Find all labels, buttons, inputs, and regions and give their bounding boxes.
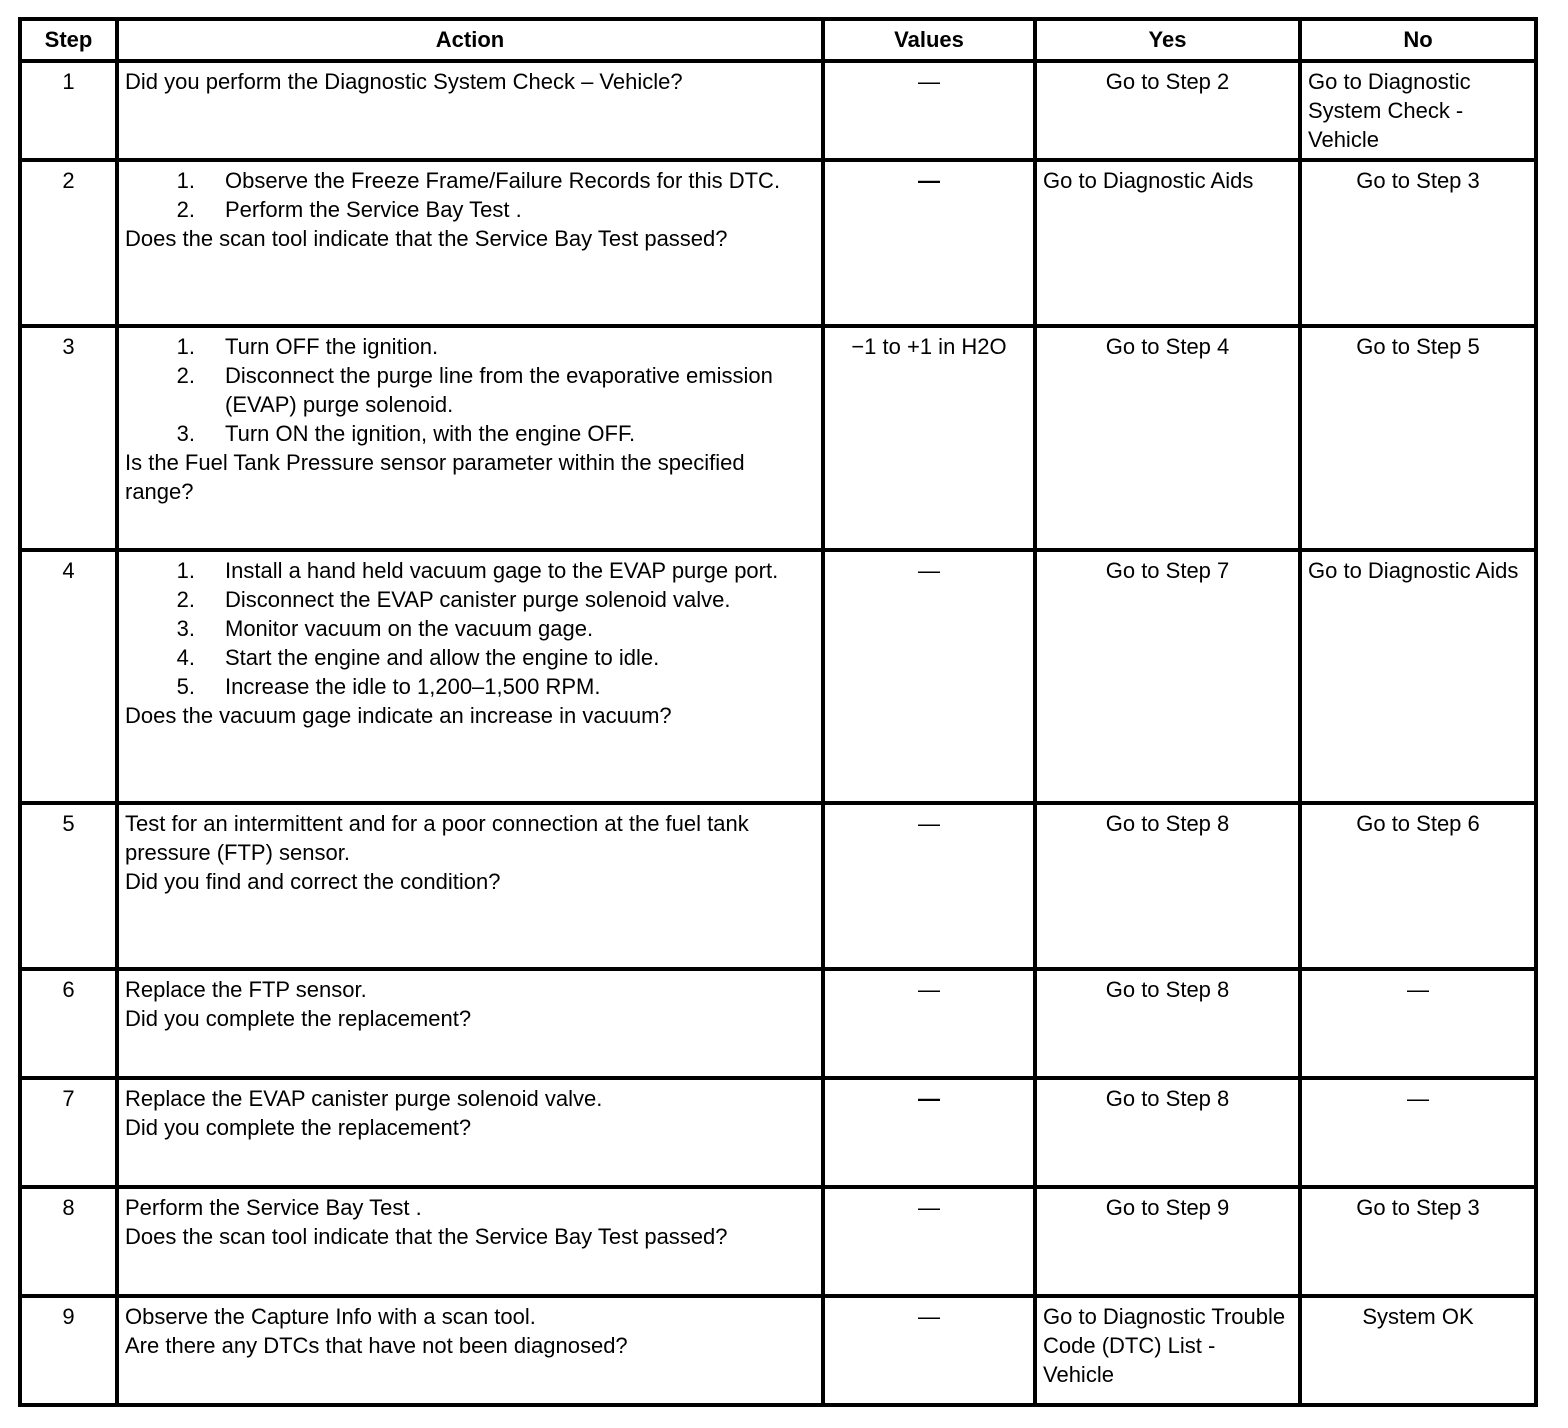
question-text: Did you perform the Diagnostic System Check – Vehicle? bbox=[125, 69, 683, 94]
step-number: 6 bbox=[62, 977, 75, 1002]
header-values: Values bbox=[823, 19, 1035, 61]
substep: 2. Disconnect the purge line from the evaporative emission (EVAP) purge solenoid. bbox=[176, 363, 773, 417]
yes-text: Go to Diagnostic Trouble Code (DTC) List - Vehicle bbox=[1043, 1304, 1286, 1387]
step-number: 4 bbox=[62, 558, 75, 583]
no-text: Go to Diagnostic Aids bbox=[1308, 558, 1519, 583]
yes-text: Go to Step 8 bbox=[1105, 1086, 1230, 1111]
substep: 5. Increase the idle to 1,200–1,500 RPM. bbox=[176, 674, 601, 699]
substep-list bbox=[125, 556, 815, 701]
substep: 1. Install a hand held vacuum gage to the EVAP purge port. bbox=[176, 558, 779, 583]
no-text: System OK bbox=[1362, 1304, 1474, 1329]
diagnostic-table bbox=[18, 17, 1538, 1407]
header-step: Step bbox=[20, 19, 117, 61]
value-text: — bbox=[918, 69, 940, 94]
substep: 1. Observe the Freeze Frame/Failure Records for this DTC. bbox=[176, 168, 781, 193]
no-text: Go to Step 3 bbox=[1356, 168, 1480, 193]
action-text: Replace the EVAP canister purge solenoid valve. bbox=[125, 1086, 603, 1111]
header-action: Action bbox=[117, 19, 823, 61]
value-text: — bbox=[918, 977, 940, 1002]
table-row bbox=[20, 1187, 1536, 1296]
table-row bbox=[20, 803, 1536, 969]
value-text: −1 to +1 in H2O bbox=[851, 334, 1007, 359]
table-row bbox=[20, 969, 1536, 1078]
question-text: Does the scan tool indicate that the Service Bay Test passed? bbox=[125, 1224, 728, 1249]
step-number: 3 bbox=[62, 334, 75, 359]
action-text: Replace the FTP sensor. bbox=[125, 977, 367, 1002]
question-text: Did you find and correct the condition? bbox=[125, 869, 501, 894]
table-row bbox=[20, 1078, 1536, 1187]
yes-text: Go to Diagnostic Aids bbox=[1043, 168, 1254, 193]
yes-text: Go to Step 8 bbox=[1105, 811, 1230, 836]
value-text: — bbox=[918, 1304, 940, 1329]
header-yes: Yes bbox=[1035, 19, 1300, 61]
action-text: Perform the Service Bay Test . bbox=[125, 1195, 422, 1220]
yes-text: Go to Step 4 bbox=[1105, 334, 1230, 359]
question-text: Is the Fuel Tank Pressure sensor parameter within the specified range? bbox=[125, 450, 745, 504]
substep: 4. Start the engine and allow the engine to idle. bbox=[176, 645, 660, 670]
substep-list bbox=[125, 332, 815, 448]
table-row bbox=[20, 160, 1536, 326]
no-text: Go to Diagnostic System Check - Vehicle bbox=[1308, 69, 1471, 152]
table-row bbox=[20, 1296, 1536, 1405]
question-text: Are there any DTCs that have not been diagnosed? bbox=[125, 1333, 628, 1358]
step-number: 1 bbox=[62, 69, 75, 94]
question-text: Does the scan tool indicate that the Service Bay Test passed? bbox=[125, 226, 728, 251]
action-text: Observe the Capture Info with a scan tool. bbox=[125, 1304, 536, 1329]
step-number: 5 bbox=[62, 811, 75, 836]
substep: 2. Perform the Service Bay Test . bbox=[176, 197, 522, 222]
step-number: 8 bbox=[62, 1195, 75, 1220]
no-text: — bbox=[1407, 1086, 1429, 1111]
table-row bbox=[20, 326, 1536, 550]
substep: 2. Disconnect the EVAP canister purge solenoid valve. bbox=[176, 587, 731, 612]
action-text: Test for an intermittent and for a poor connection at the fuel tank pressure (FTP) sensor. bbox=[125, 811, 749, 865]
value-text: — bbox=[918, 1195, 940, 1220]
substep: 3. Monitor vacuum on the vacuum gage. bbox=[176, 616, 594, 641]
substep: 1. Turn OFF the ignition. bbox=[176, 334, 439, 359]
no-text: Go to Step 3 bbox=[1356, 1195, 1480, 1220]
no-text: — bbox=[1407, 977, 1429, 1002]
value-text: — bbox=[918, 168, 940, 193]
question-text: Did you complete the replacement? bbox=[125, 1115, 472, 1140]
yes-text: Go to Step 2 bbox=[1105, 69, 1230, 94]
step-number: 9 bbox=[62, 1304, 75, 1329]
question-text: Does the vacuum gage indicate an increase in vacuum? bbox=[125, 703, 672, 728]
yes-text: Go to Step 9 bbox=[1105, 1195, 1230, 1220]
yes-text: Go to Step 7 bbox=[1105, 558, 1230, 583]
substep-list bbox=[125, 166, 815, 224]
yes-text: Go to Step 8 bbox=[1105, 977, 1230, 1002]
substep: 3. Turn ON the ignition, with the engine OFF. bbox=[176, 421, 636, 446]
table-row bbox=[20, 61, 1536, 160]
value-text: — bbox=[918, 811, 940, 836]
no-text: Go to Step 6 bbox=[1356, 811, 1480, 836]
header-no: No bbox=[1300, 19, 1536, 61]
header-row bbox=[20, 19, 1536, 61]
no-text: Go to Step 5 bbox=[1356, 334, 1480, 359]
step-number: 2 bbox=[62, 168, 75, 193]
table-row bbox=[20, 550, 1536, 803]
step-number: 7 bbox=[62, 1086, 75, 1111]
value-text: — bbox=[918, 558, 940, 583]
question-text: Did you complete the replacement? bbox=[125, 1006, 472, 1031]
value-text: — bbox=[918, 1086, 940, 1111]
